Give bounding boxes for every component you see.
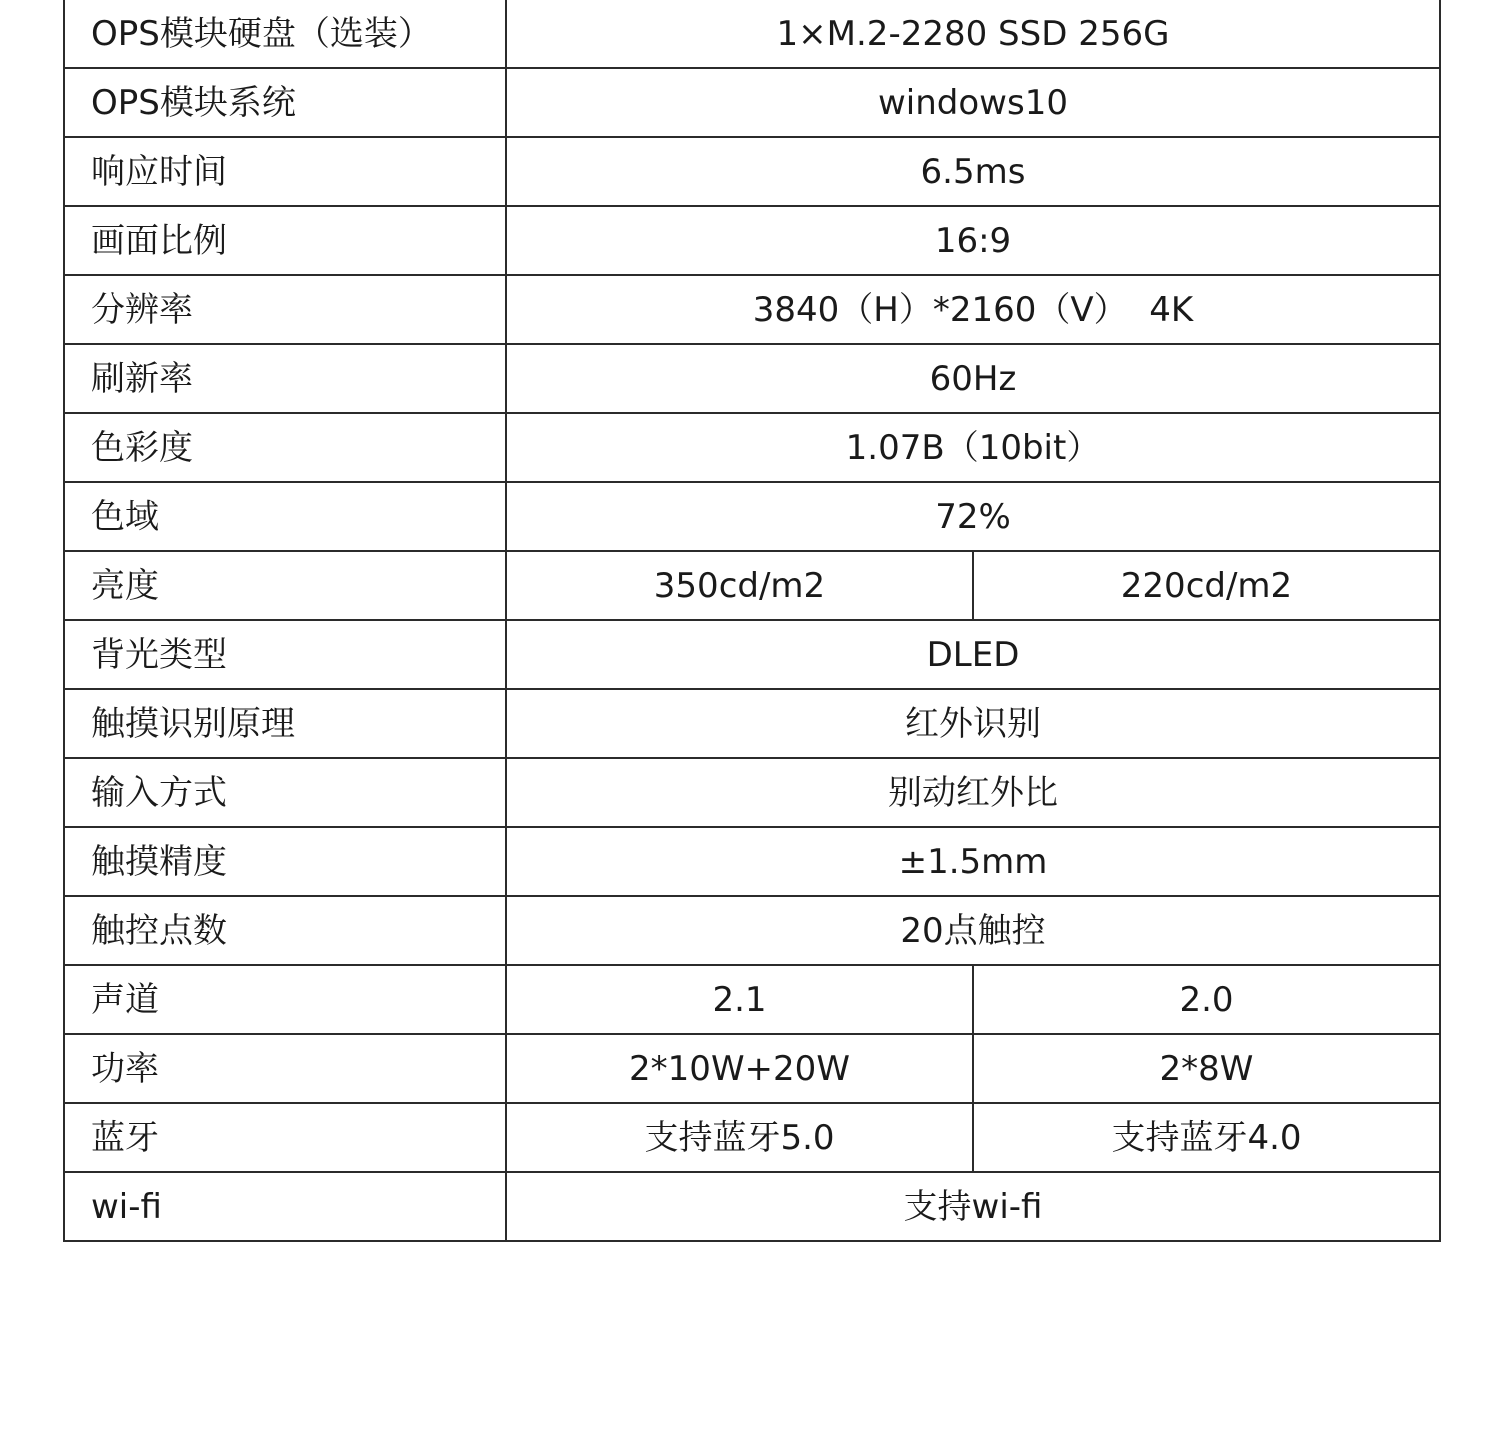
spec-value: windows10	[506, 68, 1440, 137]
spec-value-a: 支持蓝牙5.0	[506, 1103, 973, 1172]
spec-label: 输入方式	[64, 758, 506, 827]
spec-value: 别动红外比	[506, 758, 1440, 827]
table-row	[64, 68, 1440, 137]
spec-label: 触摸识别原理	[64, 689, 506, 758]
spec-value-b: 支持蓝牙4.0	[973, 1103, 1440, 1172]
table-row	[64, 1172, 1440, 1241]
spec-value-a: 2*10W+20W	[506, 1034, 973, 1103]
spec-value: 3840（H）*2160（V） 4K	[506, 275, 1440, 344]
spec-value: 60Hz	[506, 344, 1440, 413]
spec-label: 刷新率	[64, 344, 506, 413]
table-row	[64, 275, 1440, 344]
table-row	[64, 620, 1440, 689]
spec-label: 色域	[64, 482, 506, 551]
spec-label: OPS模块系统	[64, 68, 506, 137]
spec-label: OPS模块硬盘（选装）	[64, 0, 506, 68]
spec-label: 声道	[64, 965, 506, 1034]
spec-table	[63, 0, 1441, 1242]
table-row	[64, 689, 1440, 758]
spec-value: 6.5ms	[506, 137, 1440, 206]
spec-value: 16:9	[506, 206, 1440, 275]
spec-value: 1×M.2-2280 SSD 256G	[506, 0, 1440, 68]
table-row	[64, 1103, 1440, 1172]
spec-label: 触控点数	[64, 896, 506, 965]
table-row	[64, 758, 1440, 827]
spec-value: 72%	[506, 482, 1440, 551]
spec-value-a: 2.1	[506, 965, 973, 1034]
spec-label: 响应时间	[64, 137, 506, 206]
spec-label: 功率	[64, 1034, 506, 1103]
table-row	[64, 482, 1440, 551]
table-row	[64, 0, 1440, 68]
spec-label: wi-fi	[64, 1172, 506, 1241]
table-row	[64, 344, 1440, 413]
spec-value: 红外识别	[506, 689, 1440, 758]
spec-label: 分辨率	[64, 275, 506, 344]
spec-value-b: 2*8W	[973, 1034, 1440, 1103]
table-row	[64, 413, 1440, 482]
spec-label: 蓝牙	[64, 1103, 506, 1172]
spec-value: 1.07B（10bit）	[506, 413, 1440, 482]
table-row	[64, 896, 1440, 965]
spec-label: 背光类型	[64, 620, 506, 689]
table-row	[64, 137, 1440, 206]
spec-value-b: 220cd/m2	[973, 551, 1440, 620]
spec-value: 20点触控	[506, 896, 1440, 965]
table-row	[64, 551, 1440, 620]
spec-label: 色彩度	[64, 413, 506, 482]
spec-value: ±1.5mm	[506, 827, 1440, 896]
spec-label: 触摸精度	[64, 827, 506, 896]
table-row	[64, 206, 1440, 275]
spec-value: 支持wi-fi	[506, 1172, 1440, 1241]
spec-value-b: 2.0	[973, 965, 1440, 1034]
spec-value-a: 350cd/m2	[506, 551, 973, 620]
spec-label: 亮度	[64, 551, 506, 620]
spec-label: 画面比例	[64, 206, 506, 275]
table-row	[64, 1034, 1440, 1103]
table-row	[64, 965, 1440, 1034]
spec-value: DLED	[506, 620, 1440, 689]
table-row	[64, 827, 1440, 896]
